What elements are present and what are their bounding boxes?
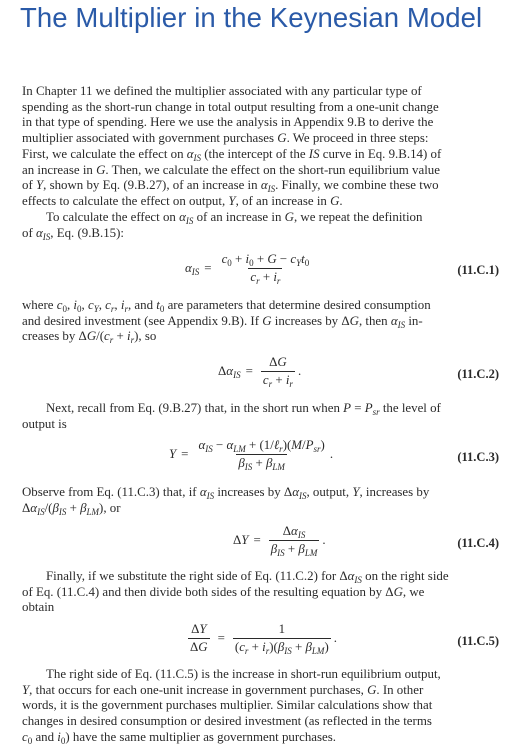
equation-number: (11.C.5)	[457, 634, 499, 648]
paragraph-step-one: To calculate the effect on $\alpha_{IS}$ of an increase in G, we repeat the definition of $\alpha_{IS}$, Eq. (9.B.15):	[22, 210, 423, 242]
equation-11c3: Y = $\frac{\alpha_{IS} - \alpha_{LM} + (1/\ell_r)(M/P_{sr})}{\beta_{IS} + \beta_{LM}}$ . (11.C.3)	[169, 438, 499, 472]
paragraph-observation: Observe from Eq. (11.C.3) that, if $\alpha_{IS}$ increases by $\Delta\alpha_{IS}$, output, Y, increases by $\Delta\alpha_{IS}/(\beta_{IS} + \beta_{LM})$, or	[22, 485, 430, 517]
paragraph-intro: In Chapter 11 we defined the multiplier associated with any particular type of spending as the short-run change in total output resulting from a one-unit change in that type of spending. Here we use the analysis in Appendix 9.B to derive the multiplier associated with government purchases G. We proceed in three steps: First, we calculate the effect on $\alpha_{IS}$ (the intercept of the IS curve in Eq. 9.B.14) of an increase in G. Then, we calculate the effect on the short-run equilibrium value of Y, shown by Eq. (9.B.27), of an increase in $\alpha_{IS}$. Finally, we combine these two effects to calculate the effect on output, Y, of an increase in G.	[22, 84, 442, 208]
page-title: The Multiplier in the Keynesian Model	[20, 2, 483, 33]
paragraph-parameters: where $c_0$, $i_0$, $c_Y$, $c_r$, $i_r$, and $t_0$ are parameters that determine desired consumption and desired investment (see Appendix 9.B). If G increases by ΔG, then $\alpha_{IS}$ in- creases by $\Delta G/(c_r + i_r)$, so	[22, 298, 431, 346]
paragraph-output-level: Next, recall from Eq. (9.B.27) that, in the short run when $P = P_{sr}$ the level of output is	[22, 401, 441, 431]
equation-11c1: $\alpha_{IS}$ = $\frac{c_0 + i_0 + G - c_Yt_0}{c_r + i_r}$ (11.C.1)	[185, 252, 499, 286]
paragraph-conclusion: The right side of Eq. (11.C.5) is the increase in short-run equilibrium output, Y, that occurs for each one-unit increase in government purchases, G. In other words, it is the government purchases multiplier. Similar calculations show that changes in desired consumption or desired investment (as reflected in the terms $c_0$ and $i_0$) have the same multiplier as government purchases.	[22, 667, 441, 746]
paragraph-substitution: Finally, if we substitute the right side of Eq. (11.C.2) for $\Delta\alpha_{IS}$ on the right side of Eq. (11.C.4) and then divide both sides of the resulting equation by ΔG, we obtain	[22, 569, 449, 615]
equation-11c5: $\frac{\Delta Y}{\Delta G}$ = $\frac{1}{(c_r + i_r)(\beta_{IS} + \beta_{LM})}$ . (11.C.5)	[190, 622, 499, 656]
equation-11c2: Δ $\alpha_{IS}$ = $\frac{\Delta G}{c_r + i_r}$ . (11.C.2)	[218, 355, 499, 389]
equation-number: (11.C.2)	[457, 367, 499, 381]
equation-number: (11.C.3)	[457, 450, 499, 464]
equation-number: (11.C.1)	[457, 263, 499, 277]
equation-11c4: Δ Y = $\frac{\Delta\alpha_{IS}}{\beta_{IS} + \beta_{LM}}$ . (11.C.4)	[233, 524, 499, 558]
equation-number: (11.C.4)	[457, 536, 499, 550]
